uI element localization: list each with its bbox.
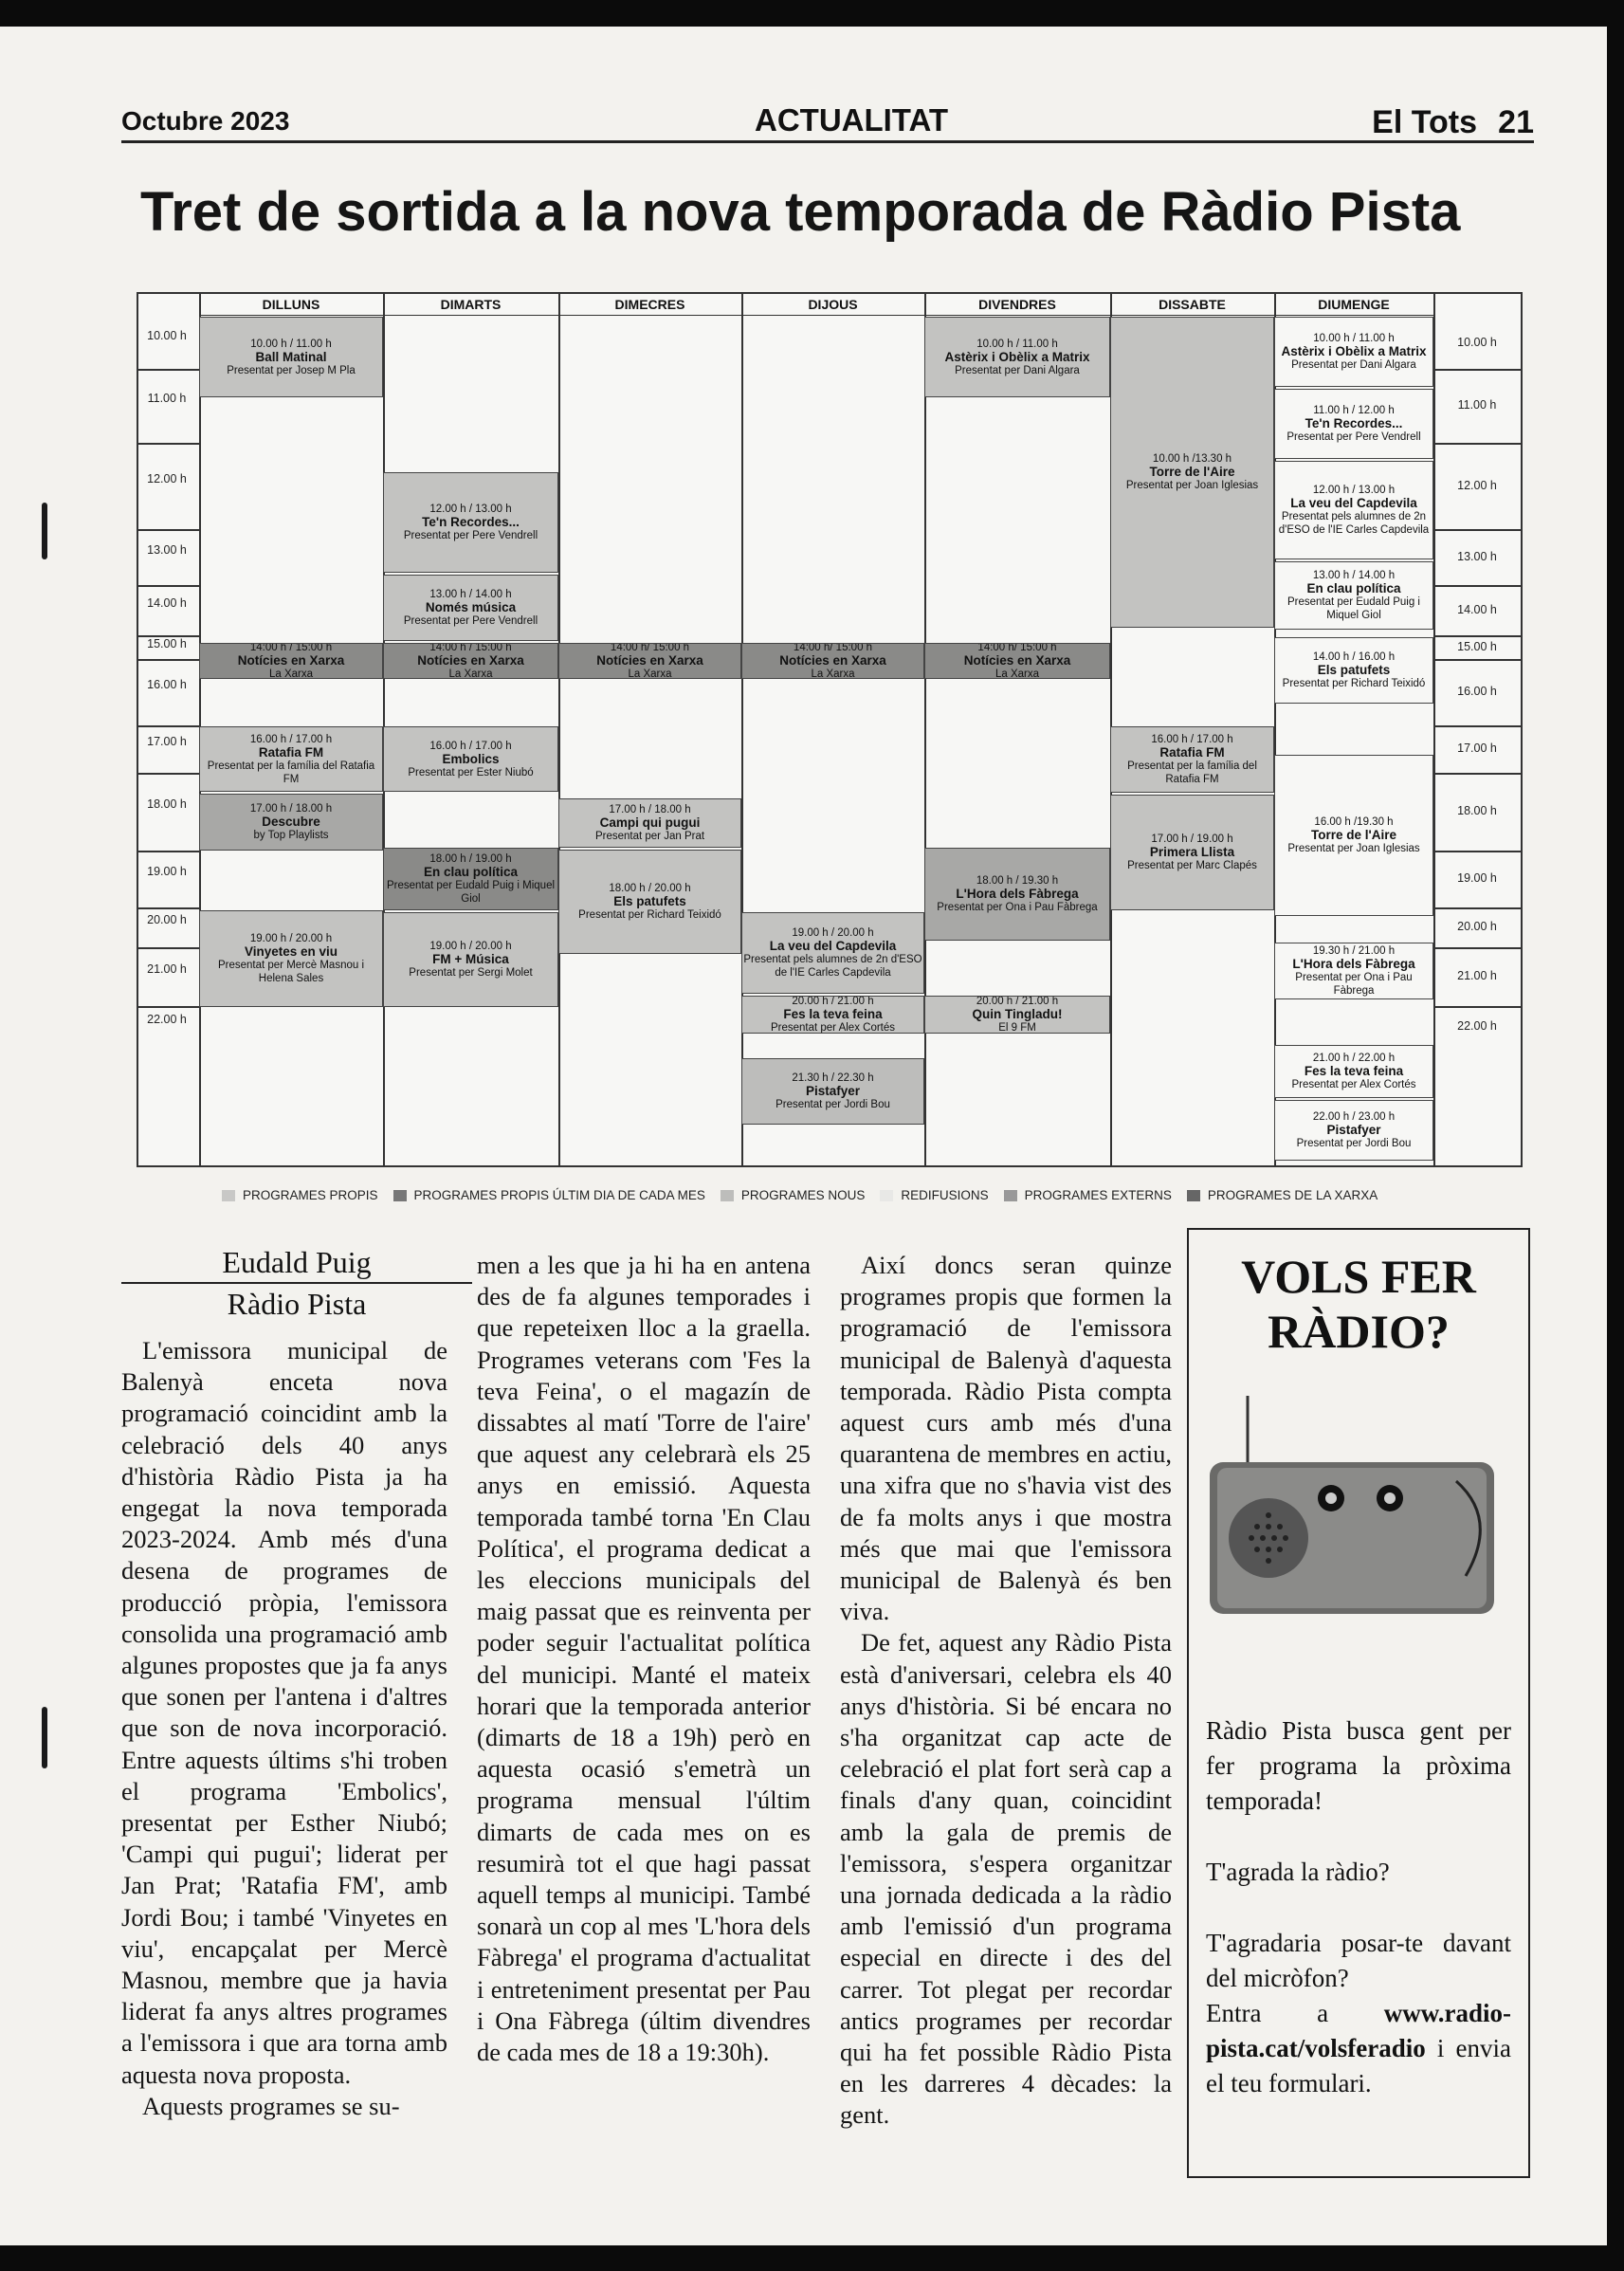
program-title: Notícies en Xarxa (963, 653, 1071, 668)
program-title: Notícies en Xarxa (417, 653, 524, 668)
day-header-dimarts: DIMARTS (383, 294, 558, 316)
program-presenter: Presentat per Eudald Puig i Miquel Giol (1286, 596, 1420, 621)
column-divider (741, 294, 743, 1165)
program-block (199, 910, 383, 1007)
box-paragraph (1206, 1996, 1511, 2101)
box-paragraph: T'agrada la ràdio? (1206, 1858, 1390, 1886)
row-divider (138, 725, 199, 727)
box-text-pre: Entra a (1206, 1999, 1384, 2027)
hour-label-right: 10.00 h (1457, 335, 1497, 349)
program-presenter: Presentat per Marc Clapés (1127, 860, 1257, 871)
legend-label: PROGRAMES NOUS (740, 1188, 866, 1202)
legend-item (880, 1188, 995, 1202)
program-time: 10.00 h / 11.00 h (1313, 333, 1395, 344)
program-title: Notícies en Xarxa (237, 653, 345, 668)
row-divider (1433, 369, 1521, 371)
legend-label: PROGRAMES PROPIS ÚLTIM DIA DE CADA MES (413, 1188, 705, 1202)
program-block (383, 575, 558, 641)
program-time: 20.00 h / 21.00 h (976, 996, 1059, 1007)
program-title: Astèrix i Obèlix a Matrix (1281, 344, 1427, 358)
program-presenter: Presentat per Ona i Pau Fàbrega (937, 902, 1098, 913)
program-title: Els patufets (613, 894, 686, 908)
legend-swatch (393, 1190, 407, 1201)
hour-label-right: 11.00 h (1457, 398, 1497, 412)
row-divider (1433, 947, 1521, 949)
program-presenter: Presentat per Pere Vendrell (403, 615, 538, 627)
day-header-dissabte: DISSABTE (1110, 294, 1274, 316)
program-presenter: Presentat per Richard Teixidó (578, 909, 721, 921)
program-block (199, 794, 383, 851)
header-publication: El Tots (1372, 104, 1477, 140)
program-presenter: Presentat per Ona i Pau Fàbrega (1295, 972, 1413, 997)
program-title: Embolics (442, 751, 500, 766)
schedule-legend (222, 1188, 1393, 1202)
program-presenter: Presentat per Josep M Pla (227, 364, 356, 376)
program-title: FM + Música (432, 952, 509, 966)
program-block (383, 643, 558, 679)
program-block (199, 643, 383, 679)
legend-label: PROGRAMES EXTERNS (1024, 1188, 1172, 1202)
program-block (558, 798, 741, 848)
row-divider (138, 443, 199, 445)
row-divider (1433, 635, 1521, 637)
program-time: 16.00 h / 17.00 h (249, 733, 333, 745)
row-divider (138, 1006, 199, 1008)
hour-label: 20.00 h (147, 913, 187, 926)
program-title: Primera Llista (1149, 845, 1235, 859)
program-presenter: Presentat per la família del Ratafia FM (207, 760, 375, 785)
program-presenter: La Xarxa (268, 668, 314, 679)
program-block (924, 848, 1110, 941)
program-block (741, 643, 924, 679)
row-divider (138, 369, 199, 371)
signup-link[interactable]: www.radio-pista.cat/volsferadio (1206, 1999, 1511, 2062)
program-title: Vinyetes en viu (244, 944, 338, 959)
legend-swatch (721, 1190, 734, 1201)
program-presenter: Presentat per Pere Vendrell (1286, 431, 1421, 443)
box-paragraph: Ràdio Pista busca gent per fer programa la pròxima temporada! (1206, 1716, 1511, 1815)
article-paragraph: De fet, aquest any Ràdio Pista està d'aniversari, celebra els 40 anys d'història. Si bé encara no s'ha organitzat cap acte de celebració el plat fort serà cap a finals d'any quan, coincidint amb la gala de premis de l'emissora, s'espera organitzar una jornada dedicada a la ràdio amb l'emissió d'un programa especial en directe i des del carrer. Tot plegat per recordar antics programes per recordar qui ha fet possible Ràdio Pista en les darreres 4 dècades: la gent. (840, 1628, 1172, 2130)
row-divider (138, 529, 199, 531)
program-presenter: Presentat per Joan Iglesias (1125, 480, 1259, 491)
article-paragraph: men a les que ja hi ha en antena des de fa algunes temporades i que repeteixen lloc a la graella. Programes veterans com 'Fes la teva Feina', o el magazín de dissabtes al matí 'Torre de l'aire' que aquest any celebrarà els 25 anys en emissió. Aquesta temporada també torna 'En Clau Política', el programa dedicat a les eleccions municipals del maig passat que es reinventa per poder seguir l'actualitat política del municipi. Manté el mateix horari que la temporada anterior (dimarts de 18 a 19h) però en aquesta ocasió s'emetrà un programa mensual l'últim dimarts de cada mes on es resumirà tot el que hagi passat aquell temps al municipi. També sonarà un cop al mes 'L'hora dels Fàbrega' el programa d'actualitat i entreteniment presentat per Pau i Ona Fàbrega (últim divendres de cada mes de 18 a 19:30h). (477, 1251, 811, 2067)
legend-label: REDIFUSIONS (901, 1188, 989, 1202)
program-presenter: Presentat per Mercè Masnou i Helena Sales (217, 960, 365, 984)
box-text (1206, 1713, 1511, 2137)
program-presenter: El 9 FM (998, 1022, 1036, 1034)
program-block (741, 996, 924, 1034)
legend-item (1187, 1188, 1385, 1202)
program-title: La veu del Capdevila (769, 939, 897, 953)
row-divider (138, 585, 199, 587)
program-presenter: Presentat per Richard Teixidó (1282, 678, 1426, 689)
program-time: 10.00 h /13.30 h (1152, 453, 1232, 465)
hour-label-right: 19.00 h (1457, 871, 1497, 885)
program-block (1274, 561, 1433, 630)
row-divider (1433, 725, 1521, 727)
program-time: 14:00 h/ 15:00 h (610, 643, 690, 653)
program-block (1274, 1100, 1433, 1161)
byline-author: Eudald Puig (222, 1245, 372, 1279)
row-divider (138, 773, 199, 775)
row-divider (1433, 773, 1521, 775)
box-text-post: i envia el teu formulari. (1206, 2034, 1511, 2097)
program-time: 19.00 h / 20.00 h (792, 927, 874, 939)
program-block (1274, 389, 1433, 459)
hour-label: 14.00 h (147, 595, 187, 610)
box-paragraph: T'agradaria posar-te davant del micròfon? (1206, 1929, 1511, 1992)
program-title: Te'n Recordes... (1305, 416, 1403, 430)
hour-label: 22.00 h (147, 1012, 187, 1026)
hour-label: 12.00 h (147, 471, 187, 485)
program-time: 16.00 h /19.30 h (1314, 816, 1394, 828)
row-divider (1433, 851, 1521, 852)
program-presenter: La Xarxa (994, 668, 1040, 679)
program-title: Pistafyer (805, 1084, 861, 1098)
row-divider (1433, 907, 1521, 909)
program-time: 19.00 h / 20.00 h (249, 933, 333, 944)
program-time: 13.00 h / 14.00 h (1312, 570, 1396, 581)
hour-label: 18.00 h (147, 797, 187, 811)
program-title: Notícies en Xarxa (779, 653, 886, 668)
program-time: 11.00 h / 12.00 h (1313, 405, 1395, 416)
program-presenter: by Top Playlists (253, 830, 329, 841)
header-page-number: 21 (1498, 104, 1534, 140)
program-presenter: Presentat per Eudald Puig i Miquel Giol (386, 880, 556, 905)
hour-label: 13.00 h (147, 542, 187, 557)
program-title: Torre de l'Aire (1149, 465, 1235, 479)
program-time: 13.00 h / 14.00 h (429, 589, 512, 600)
program-time: 21.30 h / 22.30 h (792, 1072, 874, 1084)
headline: Tret de sortida a la nova temporada de Ràdio Pista (140, 181, 1461, 243)
column-divider (558, 294, 560, 1165)
program-time: 14:00 h/ 15:00 h (793, 643, 873, 653)
column-divider (924, 294, 926, 1165)
program-title: Quin Tingladu! (972, 1007, 1063, 1021)
article-paragraph: Aquests programes se su- (142, 2091, 400, 2120)
row-divider (138, 907, 199, 909)
legend-swatch (1004, 1190, 1017, 1201)
program-title: Pistafyer (1326, 1123, 1381, 1137)
program-time: 17.00 h / 18.00 h (609, 804, 691, 815)
program-time: 17.00 h / 18.00 h (249, 803, 333, 815)
program-block (1110, 726, 1274, 793)
day-header-dimecres: DIMECRES (558, 294, 741, 316)
program-presenter: Presentat per la família del Ratafia FM (1127, 760, 1257, 785)
article-column-2 (477, 1250, 811, 2068)
day-header-diumenge: DIUMENGE (1274, 294, 1433, 316)
program-time: 16.00 h / 17.00 h (1151, 734, 1233, 745)
program-title: Descubre (262, 815, 320, 829)
program-presenter: Presentat per Sergi Molet (409, 967, 533, 979)
row-divider (138, 947, 199, 949)
program-time: 14:00 h / 15:00 h (249, 643, 333, 653)
hour-label: 10.00 h (147, 328, 187, 342)
hour-label-right: 13.00 h (1457, 549, 1497, 563)
legend-swatch (1187, 1190, 1200, 1201)
row-divider (1433, 585, 1521, 587)
program-title: Campi qui pugui (599, 815, 701, 830)
legend-item (393, 1188, 713, 1202)
program-presenter: Presentat per Pere Vendrell (403, 530, 538, 541)
hour-label-right: 16.00 h (1457, 685, 1497, 698)
column-divider (1433, 294, 1435, 1165)
hour-label-right: 21.00 h (1457, 969, 1497, 982)
program-title: Ratafia FM (1159, 745, 1225, 760)
program-presenter: Presentat per Joan Iglesias (1287, 843, 1420, 854)
program-presenter: Presentat per Dani Algara (1291, 359, 1416, 371)
hour-label: 19.00 h (147, 865, 187, 878)
row-divider (1433, 443, 1521, 445)
program-block (1274, 637, 1433, 704)
program-block (1274, 461, 1433, 559)
hour-label-right: 12.00 h (1457, 478, 1497, 492)
hour-label: 16.00 h (147, 678, 187, 691)
hour-label-right: 18.00 h (1457, 804, 1497, 817)
program-title: Ball Matinal (255, 349, 327, 364)
program-time: 14.00 h / 16.00 h (1312, 651, 1396, 663)
article-column-3 (840, 1250, 1172, 2132)
binder-hole (42, 1707, 47, 1768)
day-header-dilluns: DILLUNS (199, 294, 383, 316)
program-presenter: Presentat per Alex Cortés (1291, 1079, 1416, 1090)
program-block (924, 996, 1110, 1034)
program-block (1110, 317, 1274, 628)
box-title: VOLS FER RÀDIO? (1241, 1250, 1476, 1358)
program-presenter: Presentat per Jan Prat (594, 831, 705, 842)
program-presenter: Presentat pels alumnes de 2n d'ESO de l'IE Carles Capdevila (1278, 511, 1430, 536)
byline-org: Ràdio Pista (227, 1286, 367, 1321)
program-block (1110, 795, 1274, 910)
program-presenter: Presentat per Jordi Bou (776, 1099, 890, 1110)
program-presenter: La Xarxa (628, 668, 672, 679)
page-header (121, 102, 1534, 143)
legend-item (1004, 1188, 1179, 1202)
hour-label-right: 22.00 h (1457, 1018, 1497, 1033)
program-block (558, 850, 741, 954)
program-title: En clau política (423, 865, 519, 879)
program-time: 10.00 h / 11.00 h (250, 338, 332, 350)
program-time: 19.30 h / 21.00 h (1312, 945, 1396, 957)
day-header-divendres: DIVENDRES (924, 294, 1110, 316)
recruitment-box (1187, 1228, 1530, 2178)
program-time: 16.00 h / 17.00 h (429, 740, 512, 752)
program-time: 14:00 h/ 15:00 h (977, 643, 1057, 653)
program-title: L'Hora dels Fàbrega (1292, 957, 1415, 971)
program-title: En clau política (1306, 581, 1401, 595)
binder-hole (42, 503, 47, 559)
program-time: 14:00 h / 15:00 h (429, 643, 512, 653)
program-presenter: Presentat per Alex Cortés (770, 1022, 896, 1034)
program-block (383, 912, 558, 1007)
program-block (383, 472, 558, 573)
program-block (924, 317, 1110, 397)
program-block (741, 1058, 924, 1125)
program-block (199, 317, 383, 397)
program-title: Astèrix i Obèlix a Matrix (944, 349, 1090, 364)
legend-swatch (880, 1190, 893, 1201)
program-presenter: Presentat per Dani Algara (955, 364, 1080, 376)
row-divider (1433, 529, 1521, 531)
program-title: Torre de l'Aire (1311, 828, 1396, 842)
program-presenter: La Xarxa (811, 668, 855, 679)
program-title: L'Hora dels Fàbrega (956, 887, 1079, 901)
schedule-table (137, 292, 1523, 1167)
program-time: 18.00 h / 19.00 h (429, 853, 512, 865)
legend-label: PROGRAMES DE LA XARXA (1207, 1188, 1378, 1202)
program-title: La veu del Capdevila (1290, 496, 1417, 510)
legend-label: PROGRAMES PROPIS (243, 1188, 378, 1202)
program-block (924, 643, 1110, 679)
program-block (1274, 317, 1433, 387)
hour-label-right: 20.00 h (1457, 920, 1497, 933)
hour-label-right: 14.00 h (1457, 602, 1497, 616)
program-time: 10.00 h / 11.00 h (976, 338, 1058, 350)
hour-label: 15.00 h (147, 637, 187, 650)
program-presenter: Presentat per Ester Niubó (408, 766, 534, 778)
program-time: 19.00 h / 20.00 h (429, 941, 512, 952)
program-title: Te'n Recordes... (422, 515, 520, 529)
article-column-1 (121, 1335, 447, 2122)
program-time: 22.00 h / 23.00 h (1312, 1111, 1396, 1123)
row-divider (138, 659, 199, 661)
program-presenter: Presentat per Jordi Bou (1296, 1138, 1412, 1149)
program-time: 17.00 h / 19.00 h (1151, 833, 1233, 845)
program-time: 18.00 h / 19.30 h (976, 875, 1059, 887)
legend-item (721, 1188, 873, 1202)
radio-image (1210, 1396, 1505, 1623)
hour-label: 21.00 h (147, 962, 187, 976)
program-title: Només música (425, 600, 517, 614)
program-title: Fes la teva feina (1304, 1064, 1404, 1078)
program-block (558, 643, 741, 679)
program-time: 18.00 h / 20.00 h (609, 883, 691, 894)
program-block (383, 848, 558, 910)
row-divider (138, 851, 199, 852)
program-time: 21.00 h / 22.00 h (1312, 1053, 1396, 1064)
legend-swatch (222, 1190, 235, 1201)
row-divider (1433, 1006, 1521, 1008)
byline-rule (121, 1282, 472, 1284)
row-divider (1433, 659, 1521, 661)
legend-item (222, 1188, 386, 1202)
program-title: Ratafia FM (258, 744, 324, 760)
program-time: 12.00 h / 13.00 h (429, 504, 512, 515)
hour-label: 11.00 h (147, 392, 187, 405)
hour-label: 17.00 h (147, 735, 187, 748)
byline (121, 1244, 472, 1322)
program-block (741, 912, 924, 994)
header-date: Octubre 2023 (121, 106, 290, 136)
program-title: Fes la teva feina (783, 1007, 883, 1021)
program-title: Notícies en Xarxa (596, 653, 703, 668)
header-section: ACTUALITAT (755, 102, 949, 137)
program-time: 12.00 h / 13.00 h (1312, 485, 1396, 496)
program-presenter: La Xarxa (448, 668, 493, 679)
article-paragraph: L'emissora municipal de Balenyà enceta nova programació coincidint amb la celebració dels 40 anys d'història Ràdio Pista ja ha engegat la nova temporada 2023-2024. Amb més d'una desena de programes de producció pròpia, l'emissora consolida una programació amb algunes propostes que ja fa anys que sonen per l'antena i d'altres que son de nova incorporació. Entre aquests últims s'hi troben el programa 'Embolics', presentat per Esther Niubó; 'Campi qui pugui'; liderat per Jan Prat; 'Ratafia FM', amb Jordi Bou; i també 'Vinyetes en viu', encapçalat per Mercè Masnou, membre que ja havia liderat fa anys altres programes a l'emissora i que ara torna amb aquesta nova proposta. (121, 1336, 447, 2089)
hour-label-right: 15.00 h (1457, 639, 1497, 653)
day-header-dijous: DIJOUS (741, 294, 924, 316)
program-presenter: Presentat pels alumnes de 2n d'ESO de l'IE Carles Capdevila (743, 954, 922, 979)
program-block (199, 726, 383, 792)
hour-label-right: 17.00 h (1457, 742, 1497, 755)
program-title: Els patufets (1317, 663, 1391, 677)
program-block (1274, 1045, 1433, 1098)
program-block (383, 726, 558, 792)
program-time: 20.00 h / 21.00 h (792, 996, 874, 1007)
program-block (1274, 943, 1433, 999)
program-block (1274, 755, 1433, 916)
article-paragraph: Així doncs seran quinze programes propis que formen la programació de l'emissora municipal de Balenyà d'aquesta temporada. Ràdio Pista compta aquest curs amb més d'una quarantena de membres en actiu, una xifra que no s'havia vist des de fa molts anys i que mostra més que mai que l'emissora municipal de Balenyà és ben viva. (840, 1251, 1172, 1626)
